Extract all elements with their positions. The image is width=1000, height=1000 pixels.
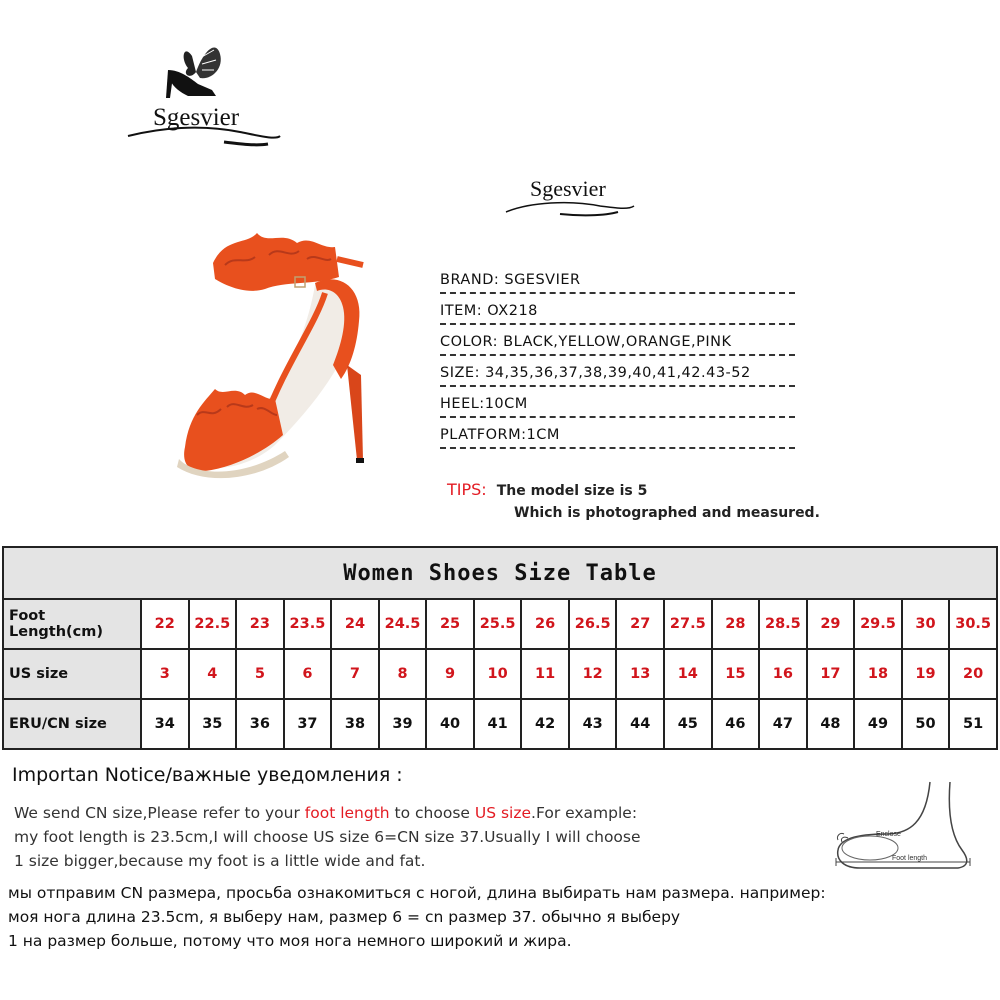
size-table-cell: 25 [426, 599, 474, 649]
size-table-cell: 29.5 [854, 599, 902, 649]
size-table-cell: 46 [712, 699, 760, 749]
size-table-row-header: Foot Length(cm) [3, 599, 141, 649]
notice-ru-line3: 1 на размер больше, потому что моя нога немного широкий и жира. [8, 932, 572, 950]
spec-platform: PLATFORM:1CM [440, 423, 795, 449]
size-table-cell: 40 [426, 699, 474, 749]
tips-line2: Which is photographed and measured. [514, 505, 820, 521]
tips [447, 480, 647, 499]
size-table-cell: 23.5 [284, 599, 332, 649]
size-table-cell: 26.5 [569, 599, 617, 649]
spec-color: COLOR: BLACK,YELLOW,ORANGE,PINK [440, 330, 795, 356]
brand-logo-text: Sgesvier [153, 104, 240, 131]
size-table-cell: 11 [521, 649, 569, 699]
notice-en-text: .For example: [531, 804, 638, 822]
size-table-cell: 3 [141, 649, 189, 699]
size-table-cell: 6 [284, 649, 332, 699]
size-table-cell: 9 [426, 649, 474, 699]
size-table [2, 546, 998, 750]
size-table-cell: 20 [949, 649, 997, 699]
size-table-cell: 17 [807, 649, 855, 699]
spec-size: SIZE: 34,35,36,37,38,39,40,41,42.43-52 [440, 361, 795, 387]
size-table-row [3, 649, 997, 699]
size-table-cell: 38 [331, 699, 379, 749]
notice-en-text: We send CN size,Please refer to your [14, 804, 305, 822]
size-table-cell: 51 [949, 699, 997, 749]
size-table-cell: 36 [236, 699, 284, 749]
foot-enclose-label: Enclose [876, 831, 901, 838]
size-table-cell: 37 [284, 699, 332, 749]
notice-en-text: to choose [389, 804, 475, 822]
size-table-cell: 48 [807, 699, 855, 749]
size-table-cell: 22 [141, 599, 189, 649]
size-table-cell: 28 [712, 599, 760, 649]
foot-measurement-diagram [830, 778, 990, 878]
size-table-row-header: ERU/CN size [3, 699, 141, 749]
notice-ru-line2: моя нога длина 23.5cm, я выберу нам, размер 6 = cn размер 37. обычно я выберу [8, 908, 681, 926]
notice-title: Importan Notice/важные уведомления : [12, 764, 403, 786]
size-table-cell: 8 [379, 649, 427, 699]
size-table-cell: 47 [759, 699, 807, 749]
size-table-cell: 27.5 [664, 599, 712, 649]
sandal-icon [165, 215, 415, 490]
size-table-cell: 25.5 [474, 599, 522, 649]
notice-en-line2: my foot length is 23.5cm,I will choose US size 6=CN size 37.Usually I will choose [14, 828, 641, 846]
notice-highlight-us-size: US size [474, 804, 532, 822]
foot-measurement-icon [830, 778, 990, 878]
size-table-cell: 15 [712, 649, 760, 699]
brand-logo-middle [500, 168, 640, 220]
size-table-cell: 29 [807, 599, 855, 649]
size-table-cell: 24 [331, 599, 379, 649]
notice-en-line1 [14, 804, 637, 822]
size-table-cell: 50 [902, 699, 950, 749]
size-table-row [3, 699, 997, 749]
size-table-cell: 19 [902, 649, 950, 699]
tips-line1: The model size is 5 [496, 483, 648, 499]
notice-en-line3: 1 size bigger,because my foot is a little wide and fat. [14, 852, 426, 870]
tips-label: TIPS: [447, 480, 487, 499]
size-table-cell: 49 [854, 699, 902, 749]
size-table-cell: 30 [902, 599, 950, 649]
notice-highlight-foot-length: foot length [304, 804, 390, 822]
size-table-cell: 12 [569, 649, 617, 699]
size-table-row [3, 599, 997, 649]
size-table-cell: 18 [854, 649, 902, 699]
size-table-cell: 34 [141, 699, 189, 749]
size-table-row-header: US size [3, 649, 141, 699]
spec-heel: HEEL:10CM [440, 392, 795, 418]
size-table-cell: 35 [189, 699, 237, 749]
size-table-cell: 10 [474, 649, 522, 699]
size-table-cell: 42 [521, 699, 569, 749]
size-table-cell: 44 [616, 699, 664, 749]
brand-logo-top [120, 40, 290, 155]
size-table-cell: 14 [664, 649, 712, 699]
size-table-cell: 30.5 [949, 599, 997, 649]
size-table-cell: 26 [521, 599, 569, 649]
size-table-cell: 28.5 [759, 599, 807, 649]
size-table-cell: 24.5 [379, 599, 427, 649]
foot-length-label: Foot length [892, 855, 928, 862]
brand-logo-middle-text: Sgesvier [530, 176, 606, 201]
size-table-title: Women Shoes Size Table [3, 547, 997, 599]
size-table-cell: 23 [236, 599, 284, 649]
size-table-cell: 4 [189, 649, 237, 699]
size-table-cell: 43 [569, 699, 617, 749]
size-table-cell: 13 [616, 649, 664, 699]
size-table-title-row [3, 547, 997, 599]
size-table-cell: 7 [331, 649, 379, 699]
size-table-cell: 41 [474, 699, 522, 749]
high-heel-butterfly-icon [120, 40, 290, 155]
size-table-cell: 5 [236, 649, 284, 699]
size-table-cell: 45 [664, 699, 712, 749]
size-table-cell: 27 [616, 599, 664, 649]
sandal-product-image [165, 215, 415, 490]
spec-brand: BRAND: SGESVIER [440, 268, 795, 294]
size-table-cell: 22.5 [189, 599, 237, 649]
size-table-cell: 39 [379, 699, 427, 749]
size-table-cell: 16 [759, 649, 807, 699]
notice-ru-line1: мы отправим CN размера, просьба ознакомиться с ногой, длина выбирать нам размера. например: [8, 884, 826, 902]
spec-item: ITEM: OX218 [440, 299, 795, 325]
